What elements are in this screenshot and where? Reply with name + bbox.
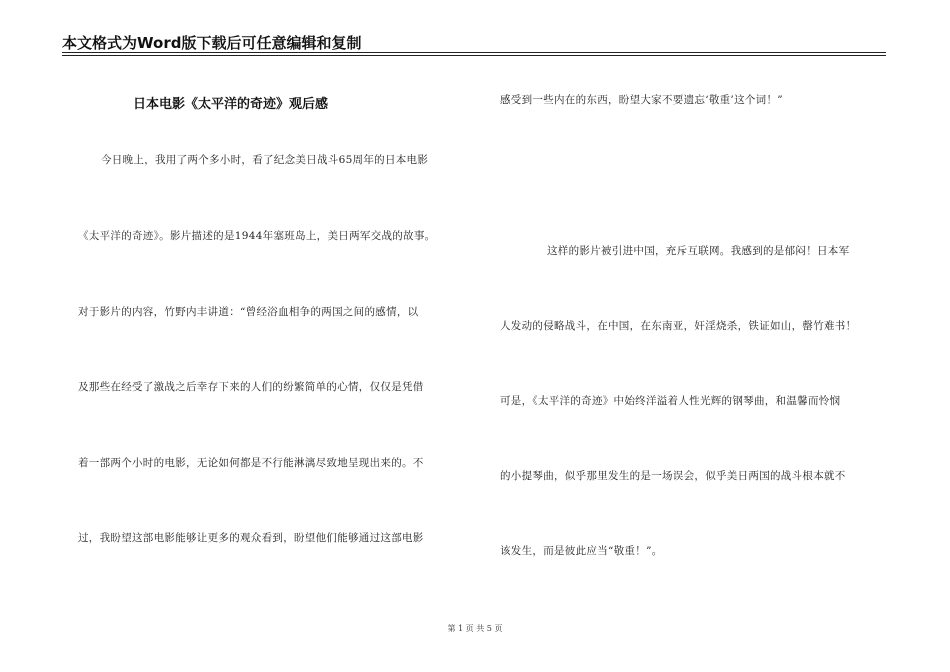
header-divider xyxy=(62,52,886,53)
left-column-line: 及那些在经受了激战之后幸存下来的人们的纷繁简单的心情，仅仅是凭借 xyxy=(78,381,424,393)
right-column-line: 人发动的侵略战斗，在中国，在东南亚，奸淫烧杀，铁证如山，罄竹难书！ xyxy=(500,320,857,332)
right-column-line: 的小提琴曲，似乎那里发生的是一场误会，似乎美日两国的战斗根本就不 xyxy=(500,470,846,482)
left-column-line: 《太平洋的奇迹》。影片描述的是1944年塞班岛上，美日两军交战的故事。 xyxy=(78,230,436,242)
right-column-line: 感受到一些内在的东西，盼望大家不要遗忘‘敬重’这个词！” xyxy=(500,94,783,106)
download-banner: 本文格式为Word版下载后可任意编辑和复制 xyxy=(62,34,362,52)
left-column-line: 对于影片的内容，竹野内丰讲道：“曾经浴血相争的两国之间的感情，以 xyxy=(78,306,419,318)
left-column-line: 着一部两个小时的电影，无论如何都是不行能淋漓尽致地呈现出来的。不 xyxy=(78,457,424,469)
right-column-line: 该发生，而是彼此应当“敬重！”。 xyxy=(500,545,663,557)
page-number: 第 1 页 共 5 页 xyxy=(447,624,503,633)
header-divider-secondary xyxy=(62,55,886,56)
document-title: 日本电影《太平洋的奇迹》观后感 xyxy=(133,97,329,112)
left-column-line: 今日晚上，我用了两个多小时，看了纪念美日战斗65周年的日本电影 xyxy=(101,154,429,166)
right-column-line: 这样的影片被引进中国，充斥互联网。我感到的是郁闷！日本军 xyxy=(547,245,850,257)
left-column-line: 过，我盼望这部电影能够让更多的观众看到，盼望他们能够通过这部电影 xyxy=(78,532,424,544)
right-column-line: 可是，《太平洋的奇迹》中始终洋溢着人性光辉的钢琴曲，和温馨而怜悯 xyxy=(500,395,841,407)
